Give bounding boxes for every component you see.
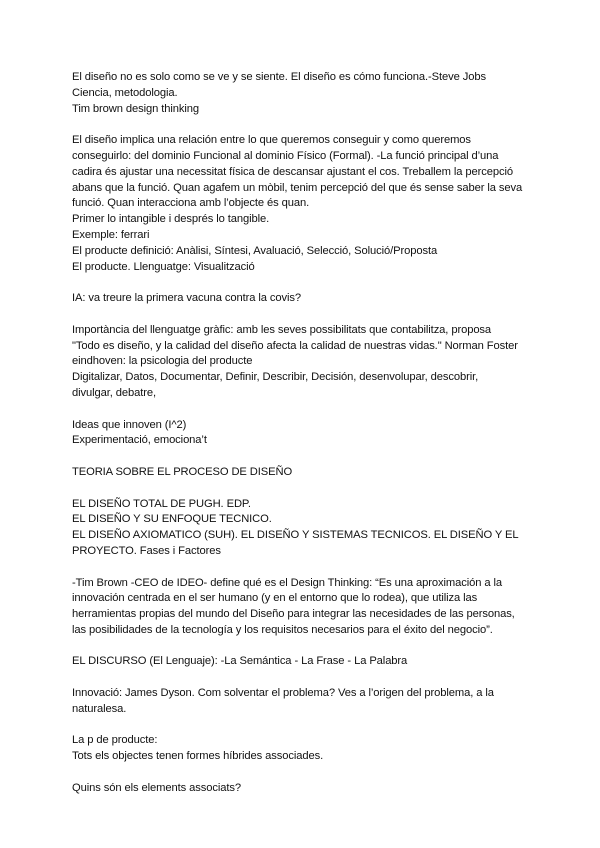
paragraph-spacer [72, 402, 542, 418]
text-line: divulgar, debatre, [72, 386, 157, 399]
text-line: La p de producte: [72, 734, 158, 747]
text-line: Experimentació, emociona’t [72, 434, 207, 447]
text-line: Tim brown design thinking [72, 102, 200, 115]
text-line: cadira és ajustar una necessitat física de descansar ajustant el cos. Treballem la percepció [72, 165, 514, 178]
text-line: Innovació: James Dyson. Com solventar el problema? Ves a l’origen del problema, a la [72, 687, 494, 700]
text-line: conseguirlo: del dominio Funcional al dominio Físico (Formal). -La funció principal d’una [72, 149, 499, 162]
text-line: Primer lo intangible i després lo tangible. [72, 213, 270, 226]
paragraph [72, 686, 542, 718]
paragraph [72, 418, 542, 450]
text-line: El producte. Llenguatge: Visualització [72, 260, 255, 273]
text-line: abans que la funció. Quan agafem un mòbil, tenim percepció del que és sense saber la seva [72, 181, 523, 194]
text-line: El producte definició: Anàlisi, Síntesi, Avaluació, Selecció, Solució/Proposta [72, 244, 438, 257]
paragraph [72, 133, 542, 275]
paragraph [72, 465, 542, 481]
paragraph [72, 323, 542, 402]
text-line: Quins són els elements associats? [72, 781, 241, 794]
paragraph [72, 497, 542, 560]
paragraph-spacer [72, 275, 542, 291]
paragraph [72, 654, 542, 670]
paragraph-spacer [72, 307, 542, 323]
text-line: El diseño no es solo como se ve y se siente. El diseño es cómo funciona.-Steve Jobs [72, 71, 486, 83]
text-line: innovación centrada en el ser humano (y en el entorno que lo rodea), que utiliza las [72, 592, 478, 605]
text-line: herramientas propias del mundo del Diseño para integrar las necesidades de las personas, [72, 608, 515, 621]
document-page [72, 70, 542, 797]
text-line: EL DISEÑO TOTAL DE PUGH. EDP. [72, 497, 251, 510]
paragraph-spacer [72, 639, 542, 655]
text-line: Ideas que innoven (I^2) [72, 418, 187, 431]
text-line: "Todo es diseño, y la calidad del diseño afecta la calidad de nuestras vidas." Norman Foster [72, 339, 518, 352]
paragraph-spacer [72, 449, 542, 465]
paragraph-spacer [72, 560, 542, 576]
paragraph-spacer [72, 117, 542, 133]
text-line: las posibilidades de la tecnología y los requisitos necesarios para el éxito del negocio”. [72, 623, 493, 636]
text-line: EL DISCURSO (El Lenguaje): -La Semántica - La Frase - La Palabra [72, 655, 408, 668]
text-line: Importància del llenguatge gràfic: amb les seves possibilitats que contabilitza, proposa [72, 323, 492, 336]
text-line: Tots els objectes tenen formes híbrides associades. [72, 750, 324, 763]
paragraph [72, 733, 542, 765]
text-line: El diseño implica una relación entre lo que queremos conseguir y como queremos [72, 134, 471, 147]
paragraph-spacer [72, 481, 542, 497]
text-line: naturalesa. [72, 702, 127, 715]
text-line: IA: va treure la primera vacuna contra la covis? [72, 292, 302, 305]
text-line: EL DISEÑO Y SU ENFOQUE TECNICO. [72, 513, 272, 526]
text-line: PROYECTO. Fases i Factores [72, 544, 221, 557]
text-line: Digitalizar, Datos, Documentar, Definir, Describir, Decisión, desenvolupar, descobrir, [72, 371, 479, 384]
paragraph-spacer [72, 670, 542, 686]
paragraph [72, 291, 542, 307]
text-line: Ciencia, metodologia. [72, 86, 178, 99]
paragraph [72, 70, 542, 117]
text-line: Exemple: ferrari [72, 228, 150, 241]
paragraph [72, 576, 542, 639]
text-line: EL DISEÑO AXIOMATICO (SUH). EL DISEÑO Y SISTEMAS TECNICOS. EL DISEÑO Y EL [72, 529, 519, 542]
text-line: funció. Quan interacciona amb l’objecte és quan. [72, 197, 310, 210]
text-line: -Tim Brown -CEO de IDEO- define qué es el Design Thinking: “Es una aproximación a la [72, 576, 502, 589]
text-line: TEORIA SOBRE EL PROCESO DE DISEÑO [72, 465, 293, 478]
text-line: eindhoven: la psicologia del producte [72, 355, 253, 368]
paragraph-spacer [72, 718, 542, 734]
paragraph [72, 781, 542, 797]
paragraph-spacer [72, 765, 542, 781]
